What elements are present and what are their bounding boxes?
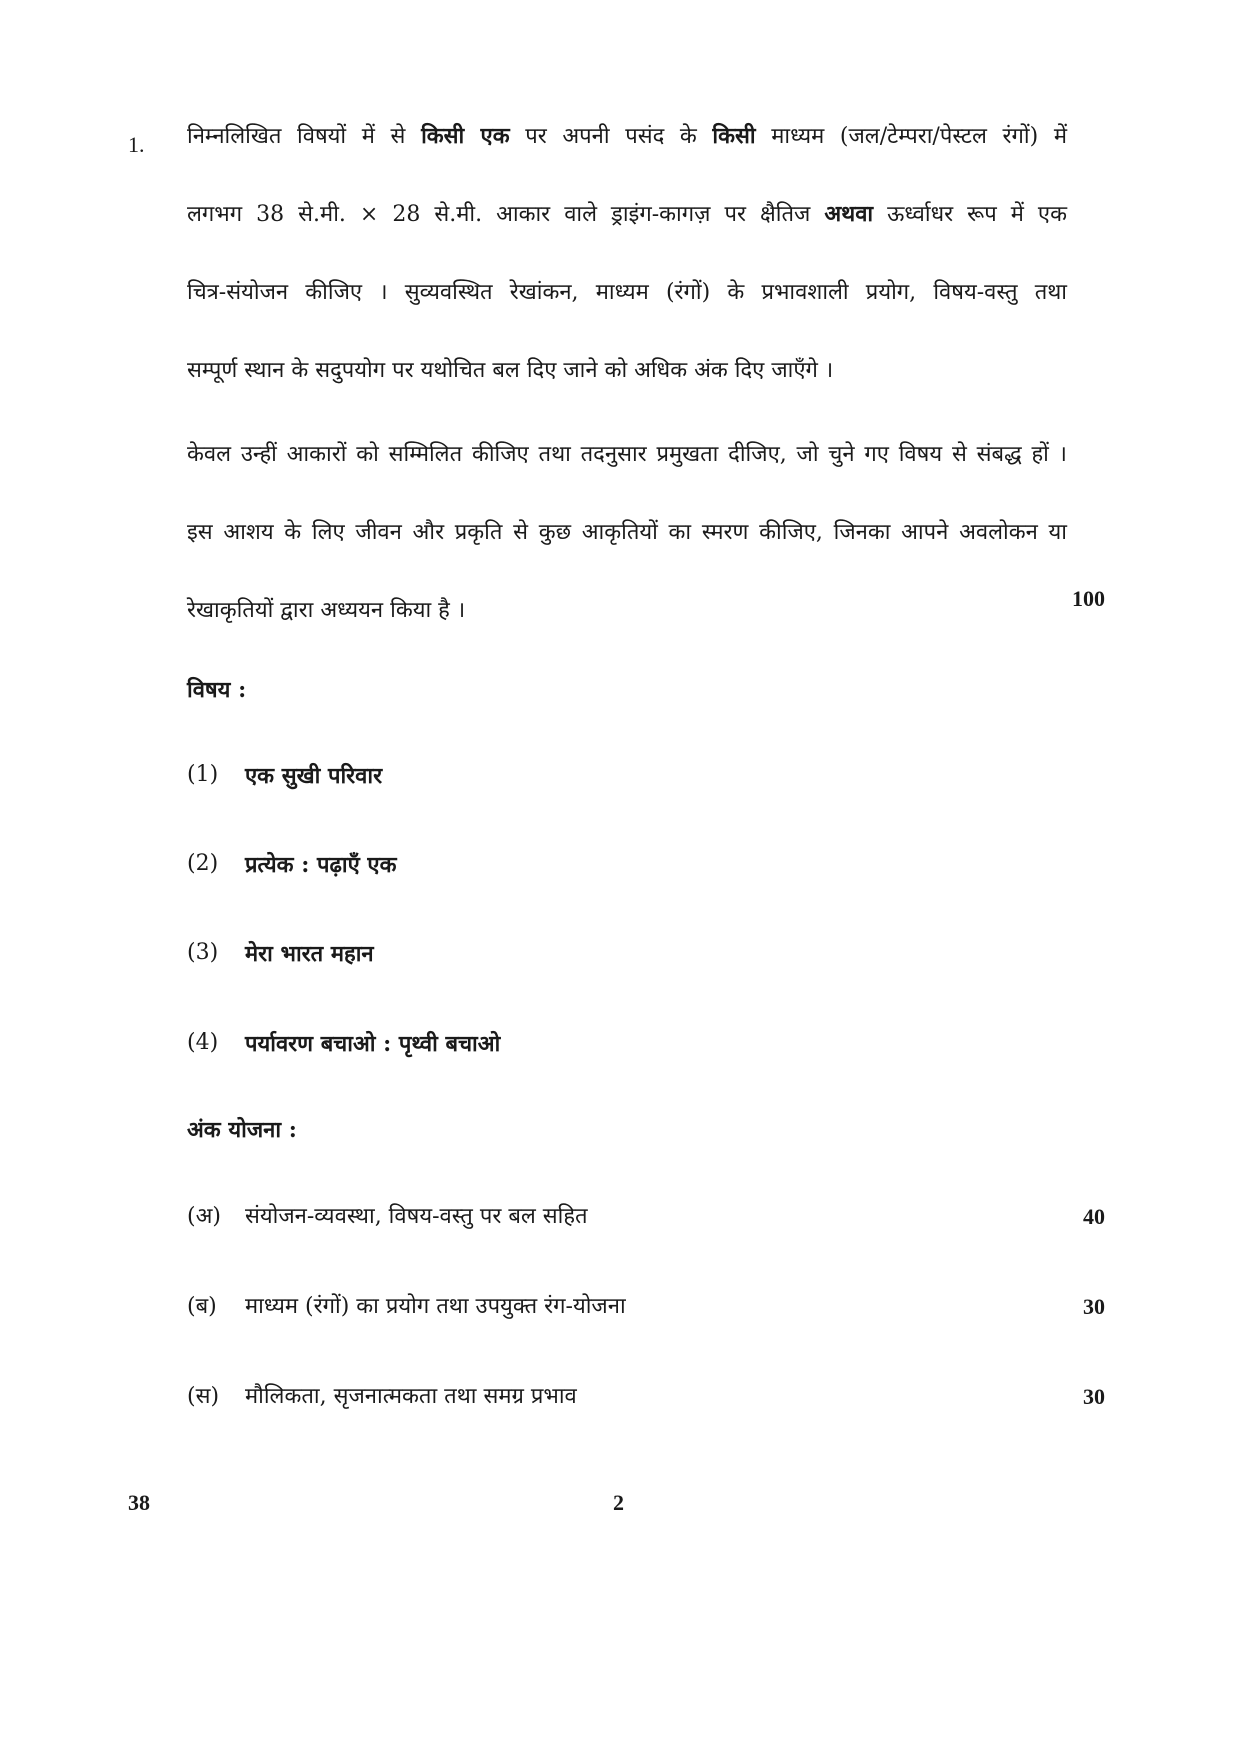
scheme-item-text: मौलिकता, सृजनात्मकता तथा समग्र प्रभाव <box>245 1384 577 1409</box>
topic-number: (4) <box>187 1030 219 1055</box>
question-line-4: सम्पूर्ण स्थान के सदुपयोग पर यथोचित बल दिए जाने को अधिक अंक दिए जाएँगे । <box>187 358 834 383</box>
line2-part-a: लगभग 38 से.मी. × 28 से.मी. आकार वाले ड्राइंग-कागज़ पर क्षैतिज <box>187 202 825 227</box>
line1-part-c: पर अपनी पसंद के <box>509 124 713 149</box>
line1-emphasis-kisi-ek: किसी एक <box>421 123 510 149</box>
question-number: 1. <box>128 132 145 157</box>
topic-number: (2) <box>187 851 219 876</box>
line2-part-c: ऊर्ध्वाधर रूप में एक <box>873 202 1067 227</box>
topic-item: प्रत्येक : पढ़ाएँ एक <box>245 852 397 878</box>
topic-number: (1) <box>187 762 219 787</box>
marking-scheme-heading: अंक योजना : <box>187 1117 297 1143</box>
line2-emphasis-athva: अथवा <box>824 201 874 227</box>
question-line-5: केवल उन्हीं आकारों को सम्मिलित कीजिए तथा तदनुसार प्रमुखता दीजिए, जो चुने गए विषय से संबद्ध हों । <box>187 442 1067 467</box>
topic-number: (3) <box>187 940 219 965</box>
question-line-3: चित्र-संयोजन कीजिए । सुव्यवस्थित रेखांकन, माध्यम (रंगों) के प्रभावशाली प्रयोग, विषय-वस्तु तथा <box>187 280 1067 305</box>
scheme-item-label: (अ) <box>187 1204 221 1229</box>
scheme-item-text: माध्यम (रंगों) का प्रयोग तथा उपयुक्त रंग-योजना <box>245 1294 626 1319</box>
topics-heading: विषय : <box>187 677 247 703</box>
topic-item: एक सुखी परिवार <box>245 763 383 789</box>
scheme-item-marks: 40 <box>1083 1204 1105 1229</box>
page-number: 2 <box>613 1490 624 1515</box>
topic-item: मेरा भारत महान <box>245 941 374 967</box>
paper-code: 38 <box>128 1490 150 1515</box>
line1-emphasis-kisi: किसी <box>712 123 756 149</box>
scheme-item-marks: 30 <box>1083 1294 1105 1319</box>
line1-part-a: निम्नलिखित विषयों में से <box>187 124 422 149</box>
scheme-item-marks: 30 <box>1083 1384 1105 1409</box>
question-marks: 100 <box>1072 586 1105 611</box>
question-line-2 <box>187 198 1067 228</box>
question-line-6: इस आशय के लिए जीवन और प्रकृति से कुछ आकृतियों का स्मरण कीजिए, जिनका आपने अवलोकन या <box>187 520 1067 545</box>
scheme-item-label: (स) <box>187 1384 220 1409</box>
line1-part-e: माध्यम (जल/टेम्परा/पेस्टल रंगों) में <box>755 124 1067 149</box>
question-line-7: रेखाकृतियों द्वारा अध्ययन किया है । <box>187 598 466 623</box>
scheme-item-label: (ब) <box>187 1294 217 1319</box>
topic-item: पर्यावरण बचाओ : पृथ्वी बचाओ <box>245 1031 501 1057</box>
scheme-item-text: संयोजन-व्यवस्था, विषय-वस्तु पर बल सहित <box>245 1204 588 1229</box>
question-line-1 <box>187 120 1067 150</box>
